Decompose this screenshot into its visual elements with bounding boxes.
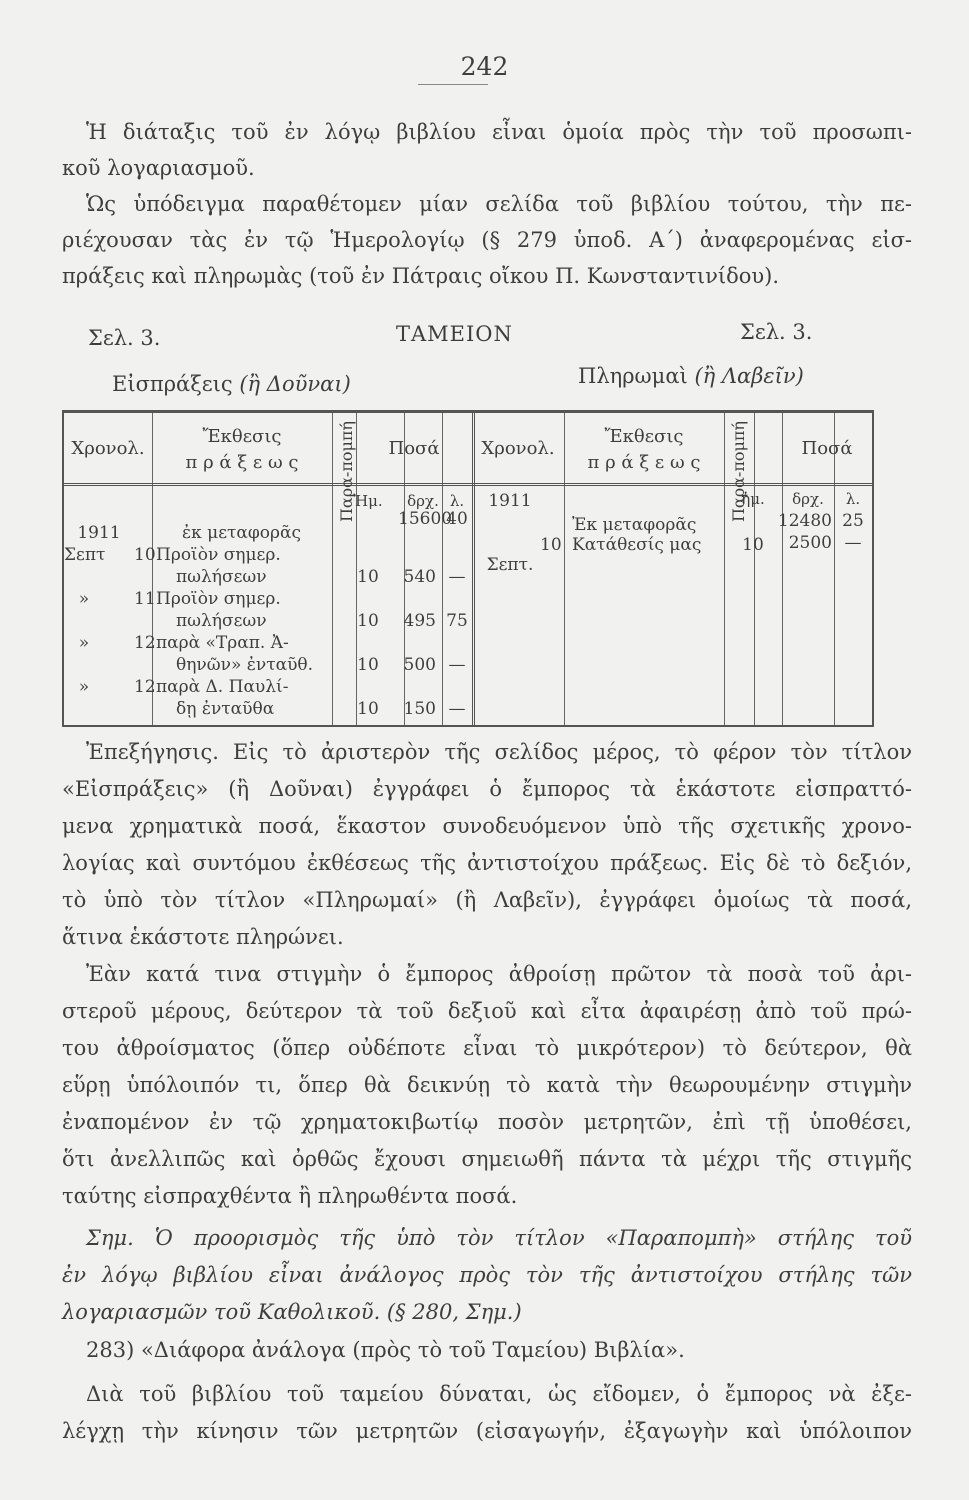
- section-heading: [62, 1332, 912, 1368]
- section-line: 283) «Διάφορα ἀνάλογα (πρὸς τὸ τοῦ Ταμείου) Βιβλία».: [86, 1338, 685, 1362]
- row-day: 10: [134, 545, 156, 565]
- row-ref: 10: [357, 567, 379, 587]
- row-description: παρὰ «Τραπ. Ἀ-: [156, 633, 289, 653]
- header-ektheseis-left: Ἔκθεσις: [202, 426, 282, 447]
- row-month: Σεπτ: [64, 545, 106, 565]
- body-line: μενα χρηματικὰ ποσά, ἕκαστον συνοδευόμενον ὑπὸ τῆς σχετικῆς χρονο-: [62, 814, 912, 838]
- row-day: 10: [540, 535, 562, 555]
- row-drachmas: 540: [403, 567, 436, 587]
- header-ektheseis-right: Ἔκθεσις: [604, 426, 684, 447]
- row-lepta: —: [448, 567, 466, 587]
- page-number-rule: [418, 84, 488, 85]
- row-description-cont: Κατάθεσίς μας: [572, 535, 702, 555]
- body-line: Ἐπεξήγησις. Εἰς τὸ ἀριστερὸν τῆς σελίδος μέρος, τὸ φέρον τὸν τίτλον: [86, 740, 912, 764]
- unit-day-right: ἡμ.: [741, 490, 765, 508]
- row-year: 1911: [488, 491, 532, 511]
- header-parapompi-right: Παρα-πομπή: [729, 421, 748, 523]
- header-posa-left: Ποσά: [388, 438, 440, 459]
- body-line: ταύτης εἰσπραχθέντα ἢ πληρωθέντα ποσά.: [62, 1184, 518, 1208]
- row-description-cont: πωλήσεων: [176, 567, 267, 587]
- ledger-header-rule: [64, 483, 872, 486]
- body-line: ὅτι ἀνελλιπῶς καὶ ὀρθῶς ἔχουσι σημειωθῆ πάντα τὰ μέχρι τῆς στιγμῆς: [62, 1147, 912, 1171]
- intro-line: κοῦ λογαριασμοῦ.: [62, 156, 255, 180]
- body-line: εὕρῃ ὑπόλοιπόν τι, ὅπερ θὰ δεικνύῃ τὸ κατὰ τὴν θεωρουμένην στιγμὴν: [62, 1073, 912, 1097]
- note-line: ἐν λόγῳ βιβλίου εἶναι ἀνάλογος πρὸς τὸν τῆς ἀντιστοίχου στήλης τῶν: [62, 1263, 912, 1287]
- row-day: 12: [134, 677, 156, 697]
- ledger-rule: [834, 413, 835, 725]
- row-description: Προϊὸν σημερ.: [156, 545, 281, 565]
- row-month: Σεπτ.: [486, 555, 534, 575]
- row-year: 1911: [77, 523, 121, 543]
- row-description: παρὰ Δ. Παυλί-: [156, 677, 289, 697]
- left-page-ref: Σελ. 3.: [88, 326, 161, 350]
- row-drachmas: 12480: [777, 511, 832, 531]
- row-description: Ἐκ μεταφορᾶς: [572, 515, 697, 535]
- note-line: Σημ. Ὁ προορισμὸς τῆς ὑπὸ τὸν τίτλον «Παραπομπὴ» στήλης τοῦ: [86, 1226, 912, 1250]
- payments-label-paren: (ἢ Λαβεῖν): [694, 364, 804, 388]
- row-ref: 10: [742, 535, 764, 555]
- closing-line: λέγχῃ τὴν κίνησιν τῶν μετρητῶν (εἰσαγωγήν, ἐξαγωγὴν καὶ ὑπόλοιπον: [62, 1419, 912, 1443]
- intro-line: Ὡς ὑπόδειγμα παραθέτομεν μίαν σελίδα τοῦ βιβλίου τούτου, τὴν πε-: [86, 192, 912, 216]
- intro-line: ριέχουσαν τὰς ἐν τῷ Ἡμερολογίῳ (§ 279 ὑποδ. Α΄) ἀναφερομένας εἰσ-: [62, 228, 912, 252]
- header-praxeos-left: π ρ ά ξ ε ω ς: [185, 452, 299, 473]
- closing-line: Διὰ τοῦ βιβλίου τοῦ ταμείου δύναται, ὡς εἴδομεν, ὁ ἔμπορος νὰ ἐξε-: [86, 1382, 912, 1406]
- unit-drachmae-left: δρχ.: [407, 492, 439, 510]
- body-line: «Εἰσπράξεις» (ἢ Δοῦναι) ἐγγράφει ὁ ἔμπορος τὰ ἑκάστοτε εἰσπραττό-: [62, 777, 912, 801]
- row-lepta: —: [448, 655, 466, 675]
- row-lepta: —: [448, 699, 466, 719]
- row-lepta: 25: [842, 511, 864, 531]
- note-paragraph: [62, 1220, 912, 1331]
- body-line: ἐναπομένον ἐν τῷ χρηματοκιβωτίῳ ποσὸν μετρητῶν, ἐπὶ τῇ ὑποθέσει,: [62, 1110, 912, 1134]
- unit-lepta-right: λ.: [845, 490, 861, 508]
- payments-label-text: Πληρωμαὶ: [578, 364, 688, 388]
- intro-line: πράξεις καὶ πληρωμὰς (τοῦ ἐν Πάτραις οἴκου Π. Κωνσταντινίδου).: [62, 264, 780, 288]
- note-line: λογαριασμῶν τοῦ Καθολικοῦ. (§ 280, Σημ.): [62, 1300, 522, 1324]
- row-description-cont: δῃ ἐνταῦθα: [176, 699, 275, 719]
- unit-lepta-left: λ.: [449, 492, 465, 510]
- row-day: 12: [134, 633, 156, 653]
- unit-day-left: Ἡμ.: [353, 492, 383, 510]
- closing-paragraph: [62, 1376, 912, 1450]
- cash-ledger-table: [62, 410, 874, 727]
- header-posa-right: Ποσά: [801, 438, 853, 459]
- ledger-title: ΤΑΜΕΙΟΝ: [396, 322, 513, 346]
- header-chronol-left: Χρονολ.: [71, 438, 145, 459]
- header-chronol-right: Χρονολ.: [481, 438, 555, 459]
- ledger-rule: [782, 413, 783, 725]
- body-line: του ἀθροίσματος (ὅπερ οὐδέποτε εἶναι τὸ μικρότερον) τὸ δεύτερον, θὰ: [62, 1036, 912, 1060]
- right-page-ref: Σελ. 3.: [740, 320, 813, 344]
- receipts-label-text: Εἰσπράξεις: [112, 372, 233, 396]
- unit-drachmae-right: δρχ.: [792, 490, 824, 508]
- row-lepta: 75: [446, 611, 468, 631]
- row-drachmas: 495: [403, 611, 436, 631]
- row-description-cont: πωλήσεων: [176, 611, 267, 631]
- body-line: στεροῦ μέρους, δεύτερον τὰ τοῦ δεξιοῦ καὶ εἶτα ἀφαιρέσῃ ἀπὸ τοῦ πρώ-: [62, 999, 912, 1023]
- payments-label: [578, 364, 804, 388]
- row-ref: 10: [357, 611, 379, 631]
- receipts-label: [112, 372, 351, 396]
- row-drachmas: 15600: [398, 509, 453, 529]
- receipts-label-paren: (ἢ Δοῦναι): [239, 372, 351, 396]
- page-number: 242: [460, 52, 509, 81]
- ledger-rule: [724, 413, 725, 725]
- row-description-cont: θηνῶν» ἐνταῦθ.: [176, 655, 314, 675]
- body-line: λογίας καὶ συντόμου ἐκθέσεως τῆς ἀντιστοίχου πράξεως. Εἰς δὲ τὸ δεξιόν,: [62, 851, 912, 875]
- explanation-paragraph: [62, 734, 912, 1215]
- ledger-rule: [754, 413, 755, 725]
- row-description: ἐκ μεταφορᾶς: [182, 523, 302, 543]
- row-lepta: —: [844, 533, 862, 553]
- row-lepta: 40: [446, 509, 468, 529]
- row-month: »: [78, 633, 90, 653]
- row-drachmas: 500: [403, 655, 436, 675]
- intro-line: Ἡ διάταξις τοῦ ἐν λόγῳ βιβλίου εἶναι ὁμοία πρὸς τὴν τοῦ προσωπι-: [86, 120, 912, 144]
- row-description: Προϊὸν σημερ.: [156, 589, 281, 609]
- body-line: Ἐὰν κατά τινα στιγμὴν ὁ ἔμπορος ἀθροίσῃ πρῶτον τὰ ποσὰ τοῦ ἀρι-: [86, 962, 912, 986]
- row-month: »: [78, 589, 90, 609]
- body-line: ἅτινα ἑκάστοτε πληρώνει.: [62, 925, 344, 949]
- header-praxeos-right: π ρ ά ξ ε ω ς: [587, 452, 701, 473]
- row-ref: 10: [357, 655, 379, 675]
- row-month: »: [78, 677, 90, 697]
- row-ref: 10: [357, 699, 379, 719]
- header-parapompi-left: Παρα-πομπή: [337, 421, 356, 523]
- row-drachmas: 2500: [788, 533, 832, 553]
- intro-paragraph: [62, 114, 912, 294]
- row-drachmas: 150: [403, 699, 436, 719]
- body-line: τὸ ὑπὸ τὸν τίτλον «Πληρωμαί» (ἢ Λαβεῖν), ἐγγράφει ὁμοίως τὰ ποσά,: [62, 888, 912, 912]
- row-day: 11: [134, 589, 156, 609]
